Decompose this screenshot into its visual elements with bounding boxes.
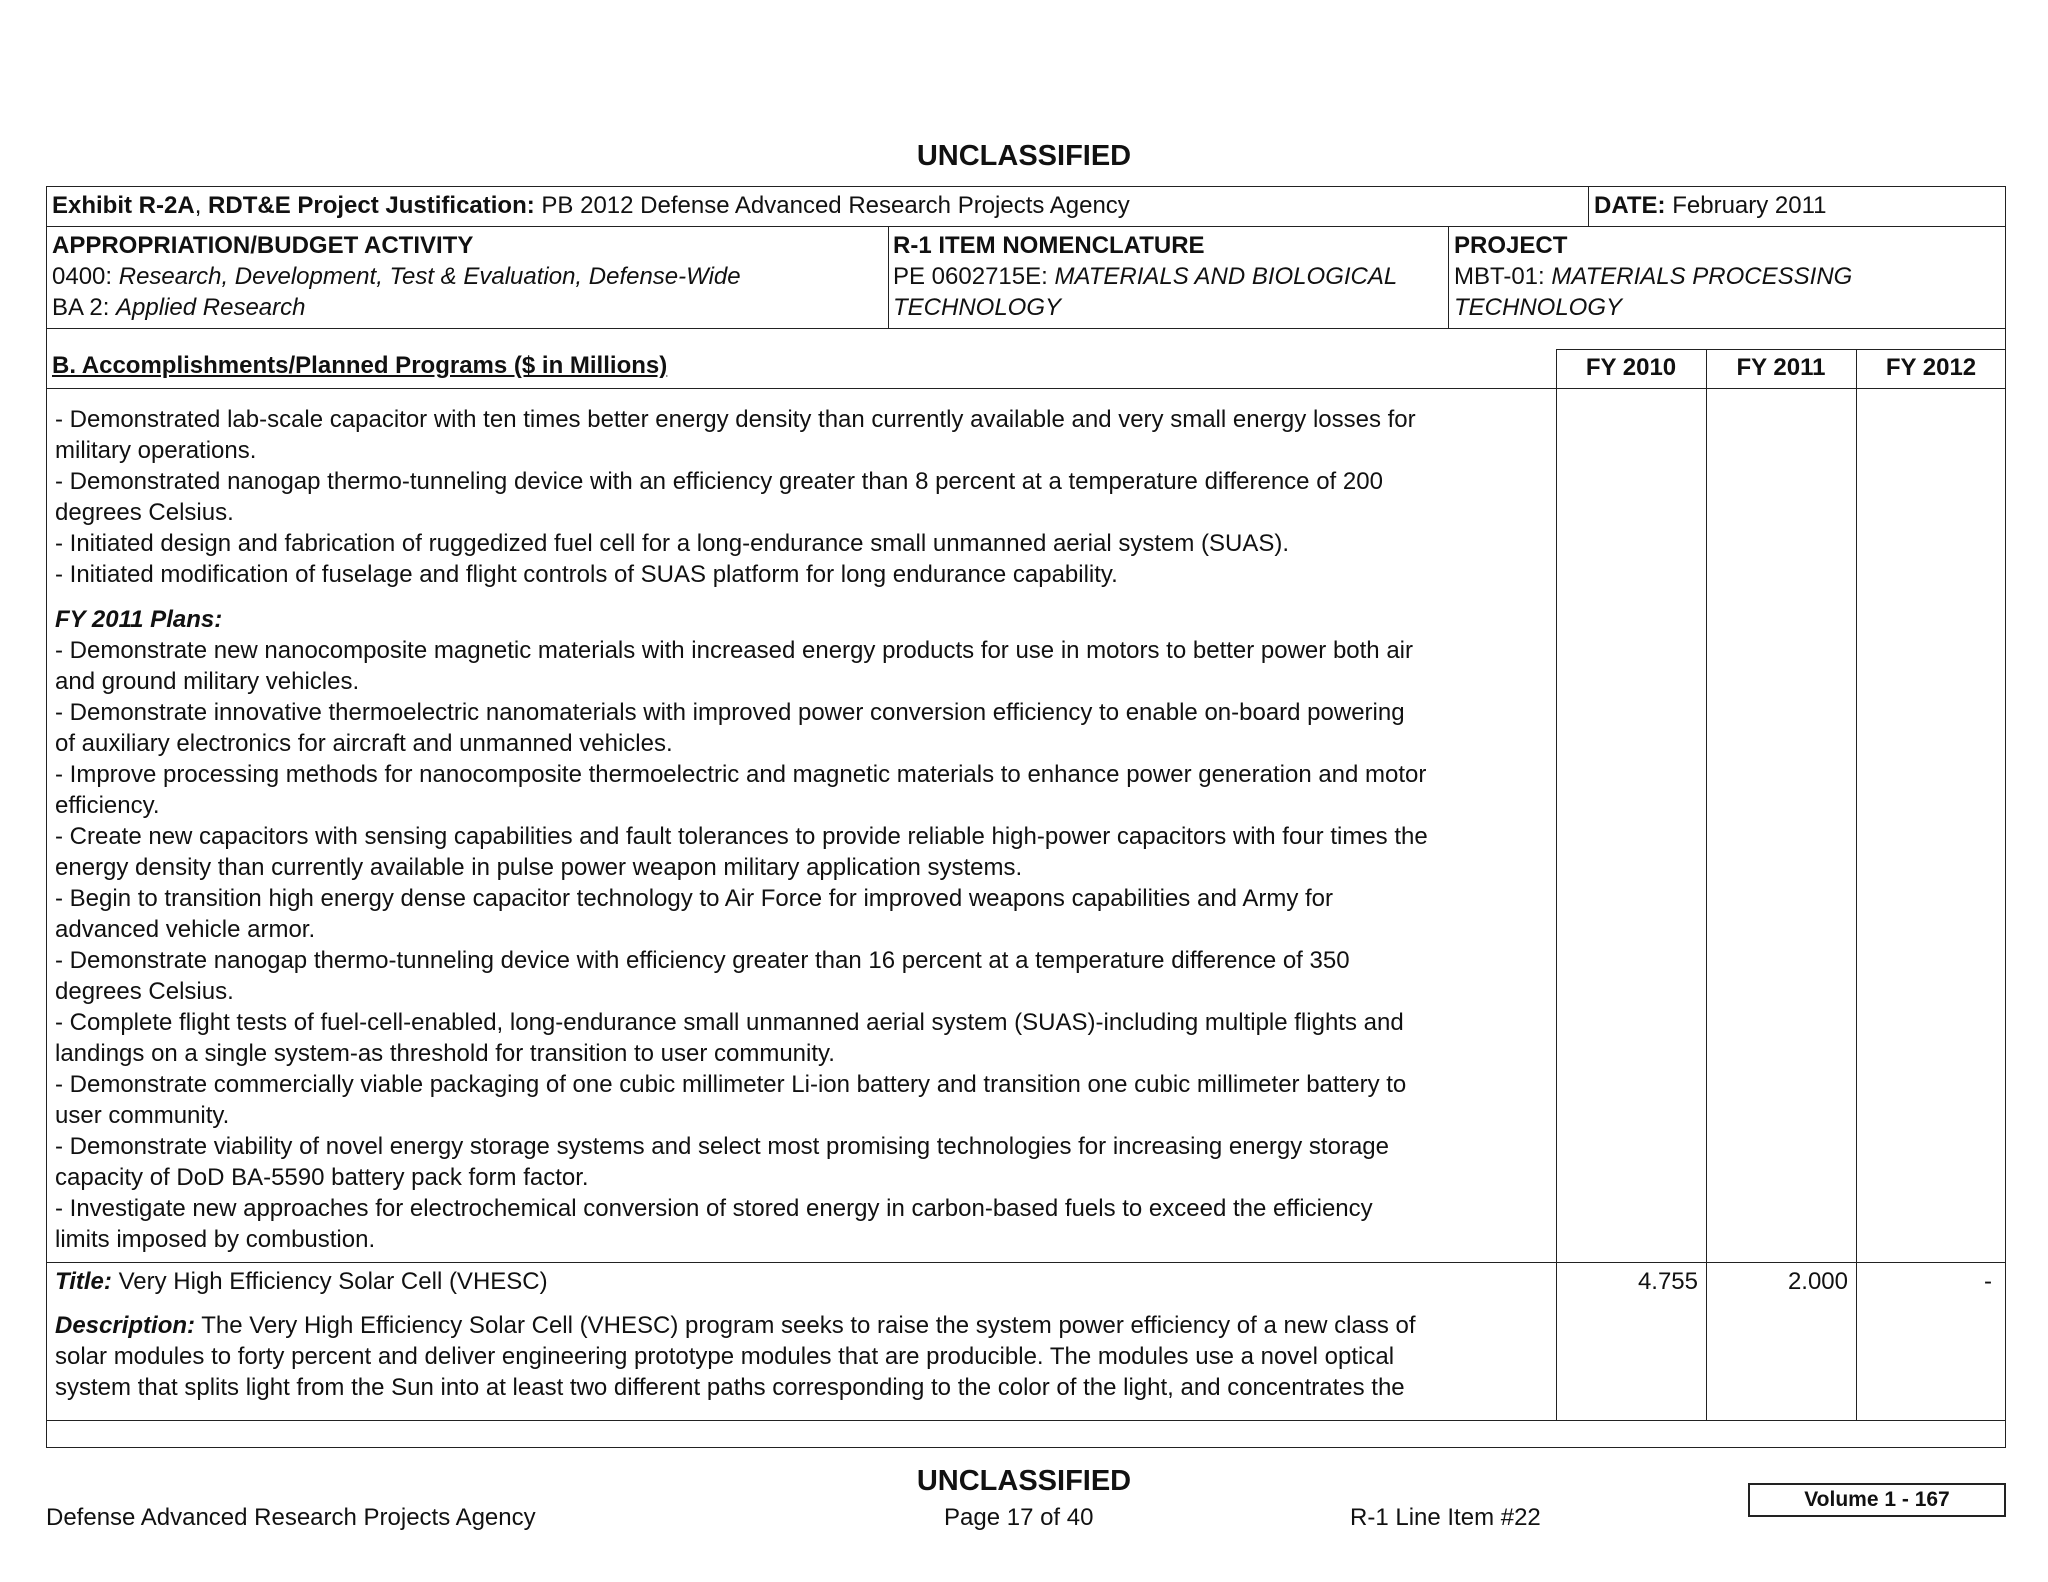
list-item: - Initiated design and fabrication of ruggedized fuel cell for a long-endurance small unmanned aerial system (SUAS). [55,530,1290,557]
list-item: degrees Celsius. [55,978,234,1005]
footer-line-item: R-1 Line Item #22 [1350,1504,1541,1531]
project-value-line1: MATERIALS PROCESSING [1551,263,1853,290]
r1-code: PE 0602715E: [893,263,1048,290]
list-item: advanced vehicle armor. [55,916,316,943]
classification-bottom: UNCLASSIFIED [916,1465,1132,1497]
list-item: capacity of DoD BA-5590 battery pack form factor. [55,1164,589,1191]
exhibit-label: Exhibit R-2A [52,192,195,219]
justification-label: RDT&E Project Justification: [208,192,535,219]
justification-value: PB 2012 Defense Advanced Research Projects Agency [541,192,1130,219]
appropriation-value1: Research, Development, Test & Evaluation, Defense-Wide [118,263,741,290]
appropriation-label: APPROPRIATION/BUDGET ACTIVITY [52,232,474,259]
vhesc-desc-line3: system that splits light from the Sun into at least two different paths corresponding to the color of the light, and concentrates the [55,1374,1405,1401]
list-item: - Demonstrate nanogap thermo-tunneling device with efficiency greater than 16 percent at a temperature difference of 350 [55,947,1350,974]
appropriation-code2: BA 2: [52,294,110,321]
project-code: MBT-01: [1454,263,1545,290]
list-item: - Create new capacitors with sensing capabilities and fault tolerances to provide reliable high-power capacitors with four times the [55,823,1428,850]
fy2010-header: FY 2010 [1585,354,1677,381]
list-item: limits imposed by combustion. [55,1226,376,1253]
vhesc-title [55,1266,548,1297]
vhesc-desc-line1: The Very High Efficiency Solar Cell (VHESC) program seeks to raise the system power efficiency of a new class of [201,1312,1416,1339]
list-item: efficiency. [55,792,160,819]
list-item: - Initiated modification of fuselage and flight controls of SUAS platform for long endurance capability. [55,561,1118,588]
list-item: energy density than currently available in pulse power weapon military application systems. [55,854,1023,881]
list-item: - Demonstrate viability of novel energy storage systems and select most promising technologies for increasing energy storage [55,1133,1389,1160]
exhibit-sep: , [194,192,202,219]
fy2011-header: FY 2011 [1736,354,1826,381]
list-item: - Investigate new approaches for electrochemical conversion of stored energy in carbon-based fuels to exceed the efficiency [55,1195,1373,1222]
fy2012-header: FY 2012 [1885,354,1977,381]
plans-list [55,635,1428,1255]
list-item: - Demonstrated nanogap thermo-tunneling device with an efficiency greater than 8 percent at a temperature difference of 200 [55,468,1383,495]
classification-top: UNCLASSIFIED [916,140,1132,172]
vhesc-desc-label: Description: [55,1312,196,1339]
accomplishments-list [55,404,1416,590]
footer-volume: Volume 1 - 167 [1748,1483,2006,1517]
vhesc-fy2012: - [1984,1268,1992,1295]
project-cell [1454,230,1852,323]
appropriation-code1: 0400: [52,263,113,290]
vhesc-fy2011: 2.000 [1787,1268,1848,1295]
vhesc-description [55,1310,1416,1403]
date-value: February 2011 [1672,192,1827,219]
r1-value-line2: TECHNOLOGY [893,294,1062,321]
vhesc-fy2010: 4.755 [1637,1268,1698,1295]
date-field [1594,190,1827,221]
appropriation-value2: Applied Research [116,294,306,321]
list-item: user community. [55,1102,230,1129]
vhesc-title-value: Very High Efficiency Solar Cell (VHESC) [118,1268,548,1295]
list-item: - Begin to transition high energy dense capacitor technology to Air Force for improved weapons capabilities and Army for [55,885,1334,912]
list-item: - Demonstrated lab-scale capacitor with ten times better energy density than currently available and very small energy losses for [55,406,1416,433]
list-item: degrees Celsius. [55,499,234,526]
plans-heading: FY 2011 Plans: [55,606,223,633]
list-item: military operations. [55,437,257,464]
r1-value-line1: MATERIALS AND BIOLOGICAL [1054,263,1398,290]
list-item: - Demonstrate commercially viable packaging of one cubic millimeter Li-ion battery and transition one cubic millimeter battery to [55,1071,1407,1098]
vhesc-title-label: Title: [55,1268,112,1295]
list-item: landings on a single system-as threshold for transition to user community. [55,1040,835,1067]
footer-agency: Defense Advanced Research Projects Agency [46,1504,536,1531]
list-item: of auxiliary electronics for aircraft and unmanned vehicles. [55,730,673,757]
r1-label: R-1 ITEM NOMENCLATURE [893,232,1205,259]
list-item: - Improve processing methods for nanocomposite thermoelectric and magnetic materials to enhance power generation and motor [55,761,1427,788]
list-item: and ground military vehicles. [55,668,360,695]
appropriation-cell [52,230,741,323]
section-title: B. Accomplishments/Planned Programs ($ in Millions) [52,352,668,379]
exhibit-title [52,190,1130,221]
list-item: - Complete flight tests of fuel-cell-enabled, long-endurance small unmanned aerial system (SUAS)-including multiple flights and [55,1009,1404,1036]
date-label: DATE: [1594,192,1666,219]
project-label: PROJECT [1454,232,1568,259]
r1-cell [893,230,1397,323]
project-value-line2: TECHNOLOGY [1454,294,1623,321]
list-item: - Demonstrate new nanocomposite magnetic materials with increased energy products for use in motors to better power both air [55,637,1413,664]
vhesc-desc-line2: solar modules to forty percent and deliver engineering prototype modules that are producible. The modules use a novel optical [55,1343,1395,1370]
footer-page: Page 17 of 40 [944,1504,1094,1531]
list-item: - Demonstrate innovative thermoelectric nanomaterials with improved power conversion efficiency to enable on-board powering [55,699,1405,726]
